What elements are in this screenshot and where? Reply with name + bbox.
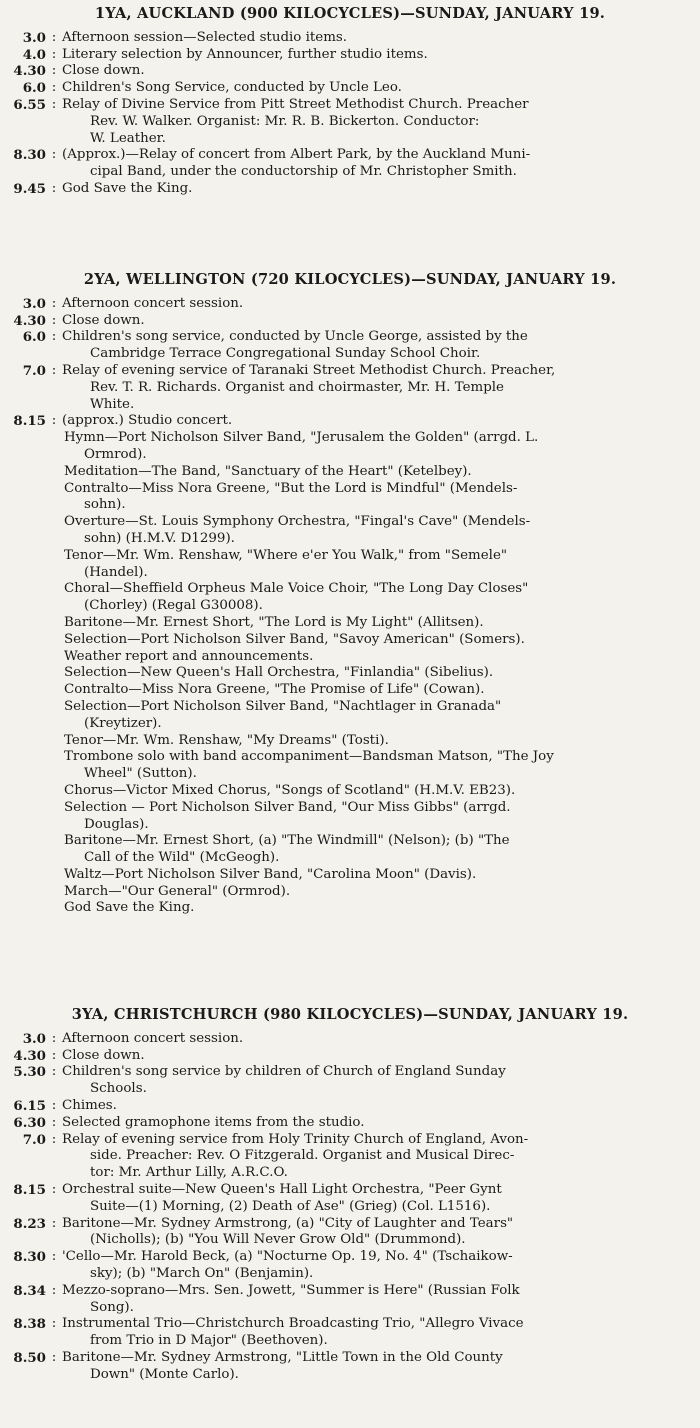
programme-text	[62, 329, 692, 363]
time: 8.34	[13, 1282, 46, 1299]
programme-text	[62, 413, 692, 430]
programme-item	[0, 733, 700, 750]
text-line: Selection — Port Nicholson Silver Band, "Our Miss Gibbs" (arrgd.	[64, 799, 511, 815]
schedule-row	[0, 1350, 700, 1384]
schedule-row	[0, 1249, 700, 1283]
text-line: Weather report and announcements.	[64, 648, 314, 664]
separator: :	[51, 1047, 57, 1063]
time: 3.0	[22, 29, 46, 46]
programme-item	[0, 481, 700, 515]
text-line: Children's song service, conducted by Uncle George, assisted by the	[62, 329, 528, 345]
programme-item	[0, 900, 700, 917]
schedule-list	[0, 296, 700, 430]
text-line: White.	[90, 396, 135, 412]
schedule-row	[0, 147, 700, 181]
time: 8.15	[13, 413, 46, 430]
schedule-row	[0, 1283, 700, 1317]
schedule-row	[0, 1216, 700, 1250]
schedule-row	[0, 1048, 700, 1065]
programme-text	[62, 1031, 692, 1048]
time: 6.55	[13, 96, 46, 113]
section-heading: 2YA, WELLINGTON (720 KILOCYCLES)—SUNDAY, JANUARY 19.	[83, 271, 617, 288]
text-line: (Approx.)—Relay of concert from Albert Park, by the Auckland Muni-	[62, 147, 531, 163]
separator: :	[51, 1030, 57, 1046]
programme-text	[62, 1048, 692, 1065]
text-line: W. Leather.	[90, 130, 166, 146]
text-line: Selection—Port Nicholson Silver Band, "Nachtlager in Granada"	[64, 698, 502, 714]
section-heading: 3YA, CHRISTCHURCH (980 KILOCYCLES)—SUNDAY, JANUARY 19.	[71, 1006, 629, 1023]
time: 7.0	[22, 362, 46, 379]
separator: :	[51, 1249, 57, 1265]
text-line: tor: Mr. Arthur Lilly, A.R.C.O.	[90, 1165, 288, 1181]
schedule-row	[0, 1115, 700, 1132]
text-line: Douglas).	[84, 816, 149, 832]
separator: :	[51, 46, 57, 62]
time: 8.38	[13, 1316, 46, 1333]
programme-item	[0, 699, 700, 733]
programme-item	[0, 548, 700, 582]
schedule-row	[0, 1098, 700, 1115]
text-line: Orchestral suite—New Queen's Hall Light Orchestra, "Peer Gynt	[62, 1181, 502, 1197]
schedule-row	[0, 1031, 700, 1048]
text-line: Down" (Monte Carlo).	[90, 1366, 239, 1382]
programme-item	[0, 665, 700, 682]
text-line: Baritone—Mr. Ernest Short, "The Lord is My Light" (Allitsen).	[64, 614, 484, 630]
programme-text	[62, 363, 692, 413]
programme-text	[62, 1098, 692, 1115]
programme-item	[0, 884, 700, 901]
separator: :	[51, 312, 57, 328]
text-line: Close down.	[62, 1047, 145, 1063]
text-line: (Handel).	[84, 564, 148, 580]
programme-item	[0, 615, 700, 632]
text-line: God Save the King.	[62, 180, 193, 196]
section-heading: 1YA, AUCKLAND (900 KILOCYCLES)—SUNDAY, JANUARY 19.	[94, 5, 606, 22]
text-line: (approx.) Studio concert.	[62, 413, 233, 429]
programme-text	[62, 147, 692, 181]
programme-item	[0, 632, 700, 649]
time: 6.0	[22, 80, 46, 97]
separator: :	[51, 180, 57, 196]
schedule-row	[0, 80, 700, 97]
text-line: Ormrod).	[84, 446, 147, 462]
programme-text	[62, 1132, 692, 1182]
schedule-row	[0, 63, 700, 80]
separator: :	[51, 29, 57, 45]
programme-item	[0, 682, 700, 699]
programme-text	[62, 1064, 692, 1098]
programme-item	[0, 867, 700, 884]
separator: :	[51, 1215, 57, 1231]
schedule-list	[0, 30, 700, 198]
separator: :	[51, 1316, 57, 1332]
separator: :	[51, 1064, 57, 1080]
programme-item	[0, 833, 700, 867]
text-line: Afternoon session—Selected studio items.	[62, 29, 348, 45]
programme-item	[0, 430, 700, 464]
text-line: Meditation—The Band, "Sanctuary of the Heart" (Ketelbey).	[64, 463, 472, 479]
schedule-row	[0, 1064, 700, 1098]
time: 6.15	[13, 1097, 46, 1114]
text-line: sohn) (H.M.V. D1299).	[84, 530, 235, 546]
text-line: Trombone solo with band accompaniment—Bandsman Matson, "The Joy	[64, 749, 554, 765]
programme-text	[62, 47, 692, 64]
programme-text	[62, 97, 692, 147]
text-line: Chimes.	[62, 1097, 117, 1113]
programme-text	[62, 296, 692, 313]
section-3ya-christchurch	[0, 1007, 700, 1384]
text-line: Call of the Wild" (McGeogh).	[84, 850, 280, 866]
separator: :	[51, 1131, 57, 1147]
separator: :	[51, 147, 57, 163]
text-line: Suite—(1) Morning, (2) Death of Ase" (Grieg) (Col. L1516).	[90, 1198, 491, 1214]
text-line: Relay of Divine Service from Pitt Street Methodist Church. Preacher	[62, 96, 529, 112]
text-line: Chorus—Victor Mixed Chorus, "Songs of Scotland" (H.M.V. EB23).	[64, 782, 516, 798]
text-line: Baritone—Mr. Ernest Short, (a) "The Windmill" (Nelson); (b) "The	[64, 833, 510, 849]
section-1ya-auckland	[0, 6, 700, 198]
programme-text	[62, 1216, 692, 1250]
programme-item	[0, 581, 700, 615]
text-line: 'Cello—Mr. Harold Beck, (a) "Nocturne Op. 19, No. 4" (Tschaikow-	[62, 1249, 513, 1265]
text-line: Afternoon concert session.	[62, 1030, 244, 1046]
time: 6.0	[22, 329, 46, 346]
text-line: Contralto—Miss Nora Greene, "But the Lord is Mindful" (Mendels-	[64, 480, 518, 496]
concert-programme	[0, 430, 700, 917]
schedule-row	[0, 1316, 700, 1350]
programme-text	[62, 313, 692, 330]
programme-text	[62, 1283, 692, 1317]
time: 8.30	[13, 1249, 46, 1266]
programme-text	[62, 1249, 692, 1283]
text-line: Contralto—Miss Nora Greene, "The Promise of Life" (Cowan).	[64, 682, 485, 698]
schedule-row	[0, 181, 700, 198]
schedule-row	[0, 296, 700, 313]
text-line: Afternoon concert session.	[62, 295, 244, 311]
time: 4.30	[13, 312, 46, 329]
time: 3.0	[22, 295, 46, 312]
text-line: Relay of evening service of Taranaki Street Methodist Church. Preacher,	[62, 362, 556, 378]
time: 3.0	[22, 1030, 46, 1047]
text-line: Wheel" (Sutton).	[84, 766, 197, 782]
text-line: Mezzo-soprano—Mrs. Sen. Jowett, "Summer is Here" (Russian Folk	[62, 1282, 520, 1298]
text-line: Relay of evening service from Holy Trinity Church of England, Avon-	[62, 1131, 529, 1147]
schedule-row	[0, 413, 700, 430]
text-line: Song).	[90, 1299, 134, 1315]
programme-item	[0, 649, 700, 666]
separator: :	[51, 1349, 57, 1365]
schedule-row	[0, 313, 700, 330]
text-line: side. Preacher: Rev. O Fitzgerald. Organist and Musical Direc-	[90, 1148, 515, 1164]
text-line: Tenor—Mr. Wm. Renshaw, "My Dreams" (Tosti).	[64, 732, 389, 748]
text-line: God Save the King.	[64, 900, 195, 916]
time: 9.45	[13, 180, 46, 197]
text-line: Close down.	[62, 312, 145, 328]
programme-item	[0, 464, 700, 481]
text-line: Literary selection by Announcer, further studio items.	[62, 46, 428, 62]
time: 4.30	[13, 63, 46, 80]
text-line: Selection—New Queen's Hall Orchestra, "Finlandia" (Sibelius).	[64, 665, 494, 681]
programme-text	[62, 30, 692, 47]
schedule-row	[0, 1182, 700, 1216]
separator: :	[51, 329, 57, 345]
programme-text	[62, 63, 692, 80]
time: 7.0	[22, 1131, 46, 1148]
text-line: Baritone—Mr. Sydney Armstrong, (a) "City of Laughter and Tears"	[62, 1215, 514, 1231]
separator: :	[51, 1097, 57, 1113]
text-line: Instrumental Trio—Christchurch Broadcasting Trio, "Allegro Vivace	[62, 1316, 524, 1332]
time: 8.15	[13, 1181, 46, 1198]
text-line: sohn).	[84, 497, 126, 513]
schedule-row	[0, 1132, 700, 1182]
text-line: cipal Band, under the conductorship of Mr. Christopher Smith.	[90, 164, 517, 180]
time: 8.30	[13, 147, 46, 164]
separator: :	[51, 63, 57, 79]
time: 8.50	[13, 1349, 46, 1366]
programme-item	[0, 514, 700, 548]
text-line: Waltz—Port Nicholson Silver Band, "Carolina Moon" (Davis).	[64, 866, 477, 882]
time: 8.23	[13, 1215, 46, 1232]
text-line: Tenor—Mr. Wm. Renshaw, "Where e'er You Walk," from "Semele"	[64, 547, 508, 563]
text-line: Rev. T. R. Richards. Organist and choirmaster, Mr. H. Temple	[90, 379, 504, 395]
programme-text	[62, 80, 692, 97]
text-line: (Nicholls); (b) "You Will Never Grow Old" (Drummond).	[90, 1232, 466, 1248]
time: 4.0	[22, 46, 46, 63]
schedule-row	[0, 363, 700, 413]
separator: :	[51, 1282, 57, 1298]
separator: :	[51, 80, 57, 96]
separator: :	[51, 413, 57, 429]
time: 6.30	[13, 1114, 46, 1131]
schedule-list	[0, 1031, 700, 1384]
separator: :	[51, 362, 57, 378]
text-line: Choral—Sheffield Orpheus Male Voice Choir, "The Long Day Closes"	[64, 581, 529, 597]
separator: :	[51, 1181, 57, 1197]
text-line: Overture—St. Louis Symphony Orchestra, "Fingal's Cave" (Mendels-	[64, 514, 531, 530]
text-line: Children's Song Service, conducted by Uncle Leo.	[62, 80, 402, 96]
schedule-row	[0, 329, 700, 363]
time: 4.30	[13, 1047, 46, 1064]
text-line: March—"Our General" (Ormrod).	[64, 883, 291, 899]
programme-text	[62, 1316, 692, 1350]
schedule-row	[0, 97, 700, 147]
text-line: Baritone—Mr. Sydney Armstrong, "Little Town in the Old County	[62, 1349, 503, 1365]
text-line: Rev. W. Walker. Organist: Mr. R. B. Bickerton. Conductor:	[90, 113, 480, 129]
programme-text	[62, 1350, 692, 1384]
text-line: Schools.	[90, 1081, 147, 1097]
programme-item	[0, 749, 700, 783]
text-line: Cambridge Terrace Congregational Sunday School Choir.	[90, 346, 481, 362]
programme-item	[0, 800, 700, 834]
separator: :	[51, 1114, 57, 1130]
text-line: Children's song service by children of Church of England Sunday	[62, 1064, 506, 1080]
programme-text	[62, 181, 692, 198]
programme-item	[0, 783, 700, 800]
text-line: from Trio in D Major" (Beethoven).	[90, 1333, 328, 1349]
text-line: Selection—Port Nicholson Silver Band, "Savoy American" (Somers).	[64, 631, 525, 647]
text-line: sky); (b) "March On" (Benjamin).	[90, 1265, 314, 1281]
text-line: (Kreytizer).	[84, 715, 162, 731]
text-line: Selected gramophone items from the studio.	[62, 1114, 365, 1130]
separator: :	[51, 96, 57, 112]
programme-text	[62, 1115, 692, 1132]
text-line: Close down.	[62, 63, 145, 79]
separator: :	[51, 295, 57, 311]
schedule-row	[0, 47, 700, 64]
time: 5.30	[13, 1064, 46, 1081]
text-line: Hymn—Port Nicholson Silver Band, "Jerusalem the Golden" (arrgd. L.	[64, 430, 539, 446]
text-line: (Chorley) (Regal G30008).	[84, 598, 263, 614]
programme-text	[62, 1182, 692, 1216]
schedule-row	[0, 30, 700, 47]
section-2ya-wellington	[0, 272, 700, 917]
